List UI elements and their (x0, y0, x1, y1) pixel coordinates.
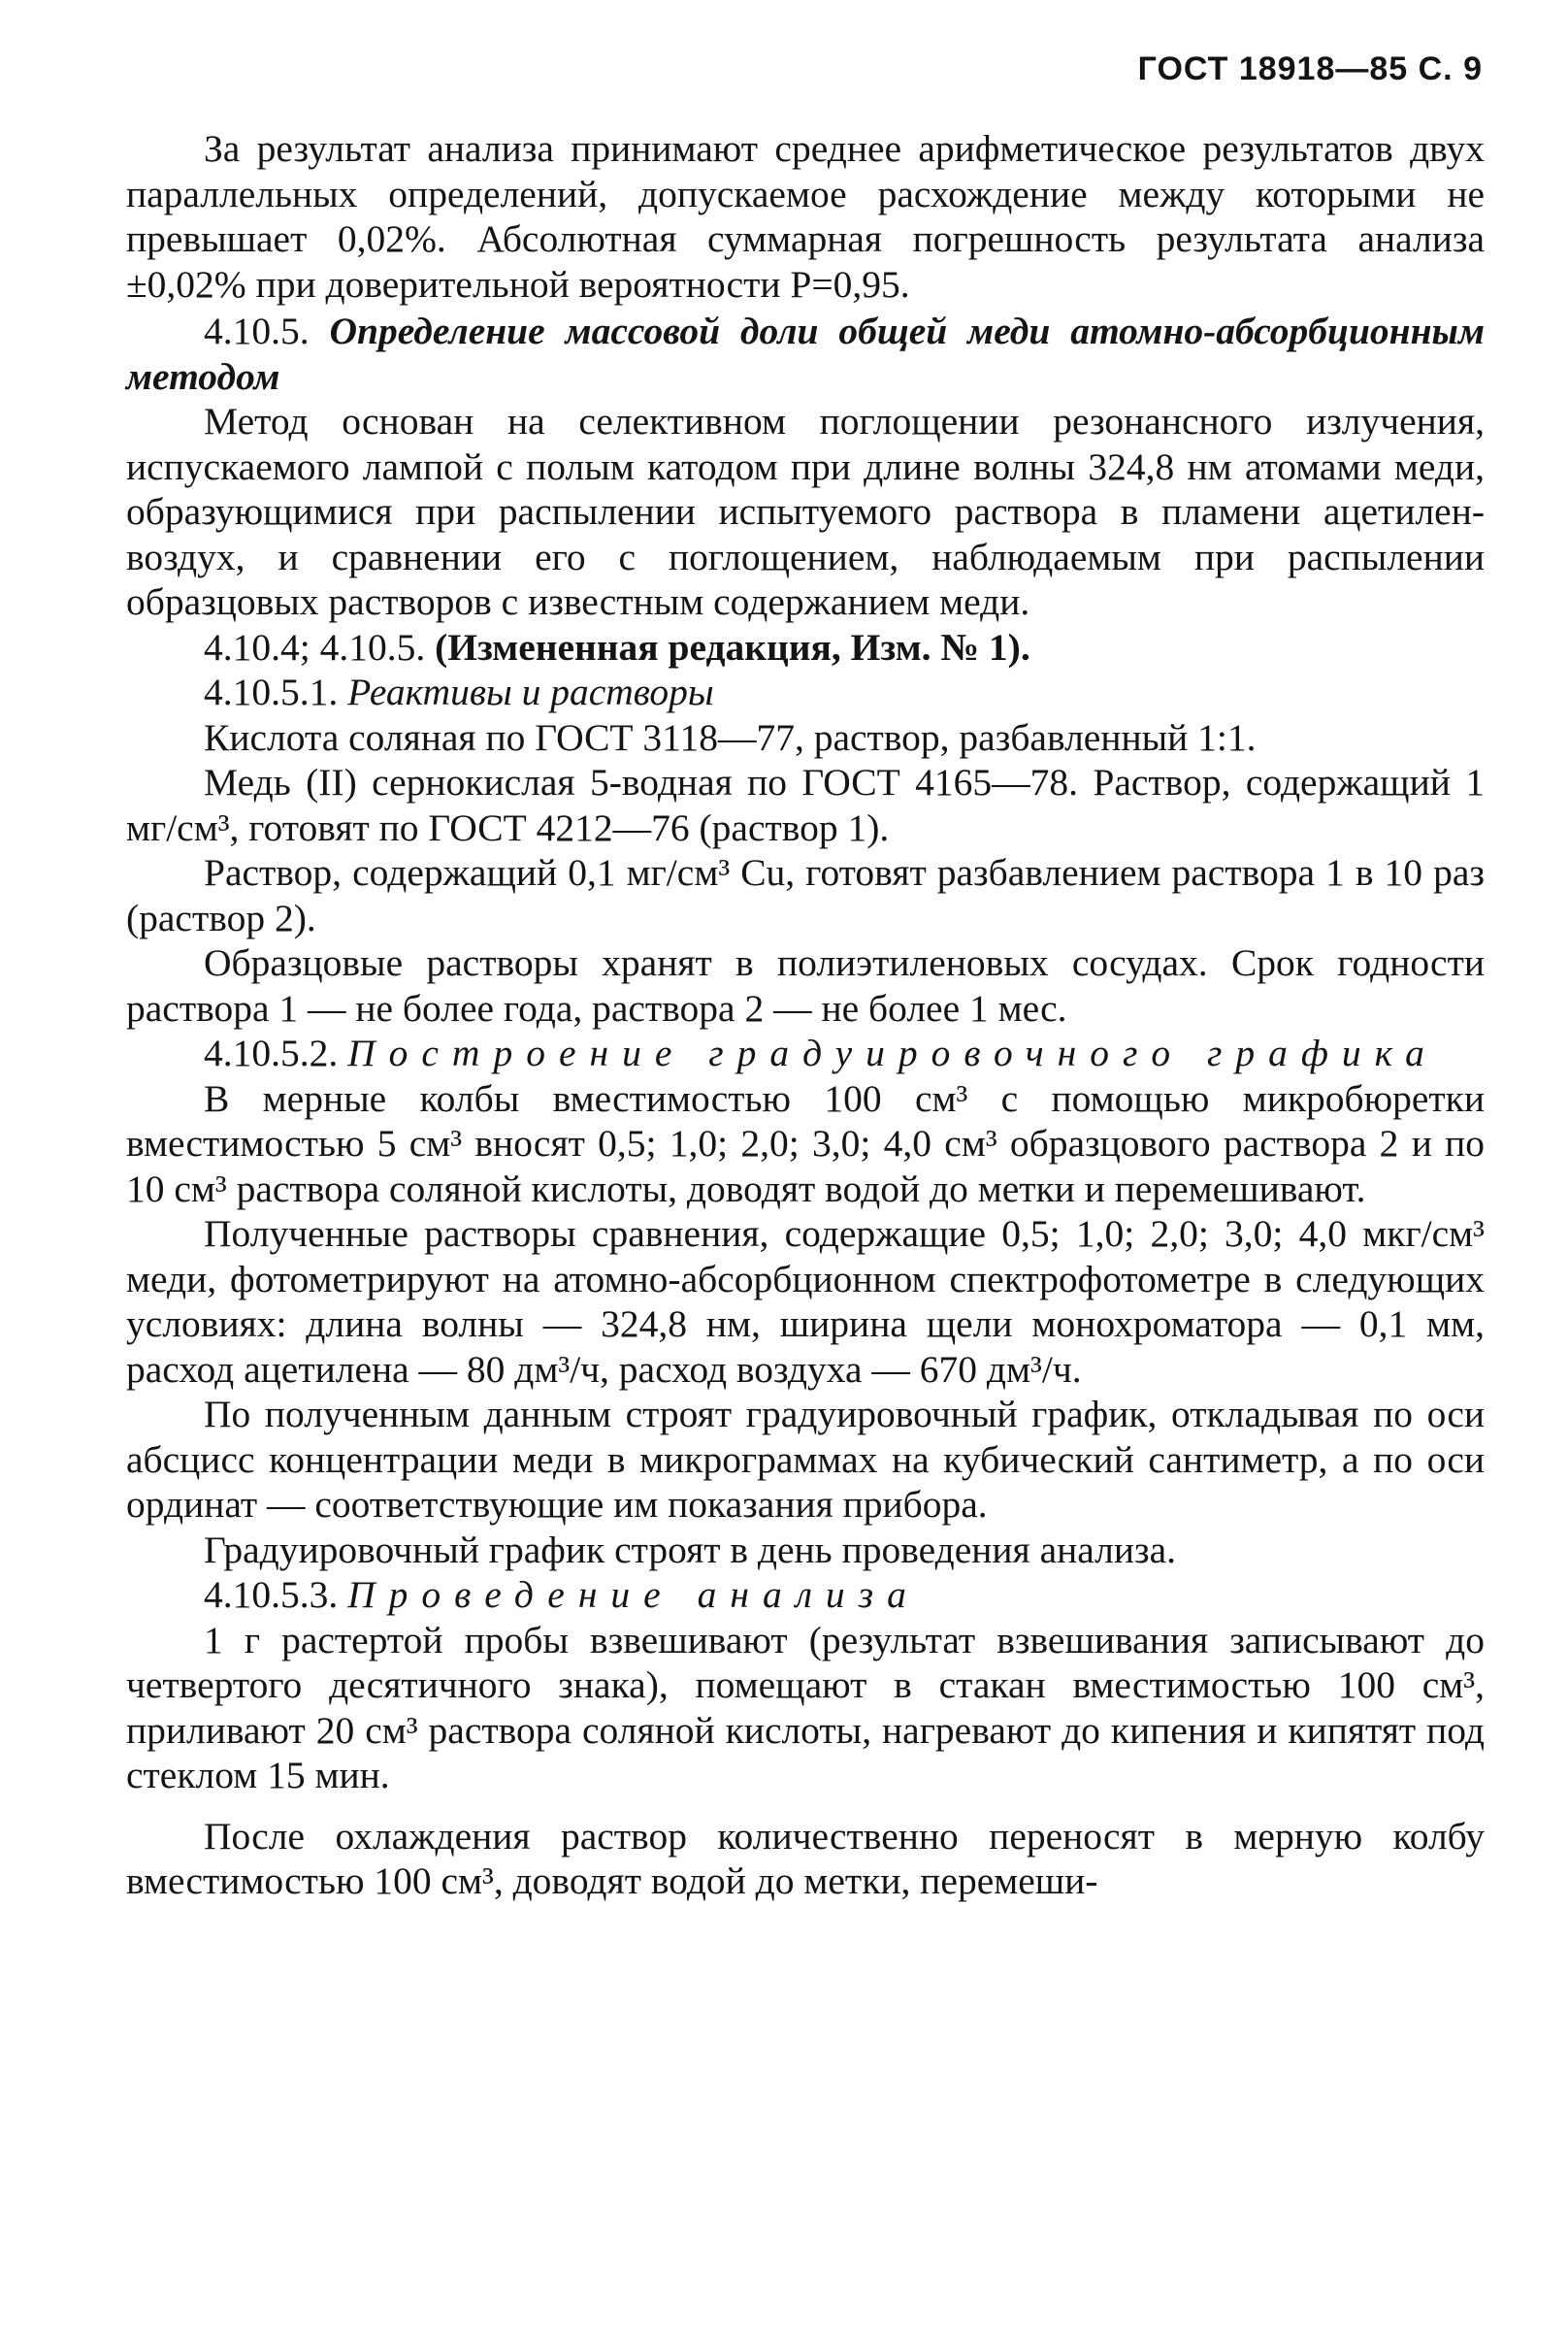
paragraph-result: За результат анализа принимают среднее арифметическое результатов двух параллельных определений, допускаемое расхождение между которыми не превышает 0,02%. Абсолютная суммарная погрешность результата анализа ±0,02% при доверительной вероятности P=0,95. (126, 127, 1485, 306)
section-4-10-5-3-heading (126, 1572, 1485, 1618)
paragraph-copper-sulfate: Медь (II) сернокислая 5-водная по ГОСТ 4165—78. Раствор, содержащий 1 мг/см³, готовят по ГОСТ 4212—76 (раствор 1). (126, 761, 1485, 849)
paragraph-graph: По полученным данным строят градуировочный график, откладывая по оси абсцисс концентрации меди в микрограммах на кубический сантиметр, а по оси ординат — соответствующие им показания прибора. (126, 1393, 1485, 1526)
paragraph-photometry: Полученные растворы сравнения, содержащие 0,5; 1,0; 2,0; 3,0; 4,0 мкг/см³ меди, фотометрируют на атомно-абсорбционном спектрофотометре в следующих условиях: длина волны — 324,8 нм, ширина щели монохроматора — 0,1 мм, расход ацетилена — 80 дм³/ч, расход воздуха — 670 дм³/ч. (126, 1212, 1485, 1391)
section-title: Определение массовой доли общей меди атомно-абсорбционным методом (126, 310, 1485, 398)
section-number: 4.10.5.3. (204, 1573, 339, 1616)
amendment-number: 4.10.4; 4.10.5. (204, 625, 426, 669)
paragraph-method: Метод основан на селективном поглощении резонансного излучения, испускаемого лампой с полым катодом при длине волны 324,8 нм атомами меди, образующимися при распылении испытуемого раствора в пламени ацетилен-воздух, и сравнении его с поглощением, наблюдаемым при распылении образцовых растворов с известным содержанием меди. (126, 400, 1485, 623)
paragraph-graph-day: Градуировочный график строят в день проведения анализа. (204, 1528, 1177, 1571)
amendment-note (126, 625, 1485, 671)
paragraph-flasks: В мерные колбы вместимостью 100 см³ с помощью микробюретки вместимостью 5 см³ вносят 0,5; 1,0; 2,0; 3,0; 4,0 см³ образцового раствора 2 и по 10 см³ раствора соляной кислоты, доводят водой до метки и перемешивают. (126, 1076, 1485, 1210)
section-number: 4.10.5. (204, 310, 310, 352)
paragraph-sample: 1 г растертой пробы взвешивают (результат взвешивания записывают до четвертого десятичного знака), помещают в стакан вместимостью 100 см³, приливают 20 см³ раствора соляной кислоты, нагревают до кипения и кипятят под стеклом 15 мин. (126, 1618, 1485, 1796)
page-header: ГОСТ 18918—85 С. 9 (1137, 50, 1483, 87)
section-title: Проведение анализа (347, 1573, 920, 1616)
section-number: 4.10.5.2. (204, 1032, 339, 1074)
section-title: Построение градуировочного графика (347, 1032, 1438, 1074)
section-4-10-5-heading (126, 309, 1485, 399)
document-body (126, 126, 1485, 1904)
paragraph-solution-2: Раствор, содержащий 0,1 мг/см³ Cu, готовят разбавлением раствора 1 в 10 раз (раствор 2). (126, 851, 1485, 939)
paragraph-acid: Кислота соляная по ГОСТ 3118—77, раствор, разбавленный 1:1. (204, 715, 1257, 759)
section-number: 4.10.5.1. (204, 671, 339, 713)
section-4-10-5-2-heading (126, 1031, 1485, 1076)
paragraph-cooling: После охлаждения раствор количественно переносят в мерную колбу вместимостью 100 см³, доводят водой до метки, перемеши- (126, 1814, 1485, 1902)
amendment-text: (Измененная редакция, Изм. № 1). (435, 625, 1030, 669)
paragraph-storage: Образцовые растворы хранят в полиэтиленовых сосудах. Срок годности раствора 1 — не более года, раствора 2 — не более 1 мес. (126, 941, 1485, 1030)
section-title: Реактивы и растворы (347, 671, 714, 713)
section-4-10-5-1-heading (126, 670, 1485, 715)
